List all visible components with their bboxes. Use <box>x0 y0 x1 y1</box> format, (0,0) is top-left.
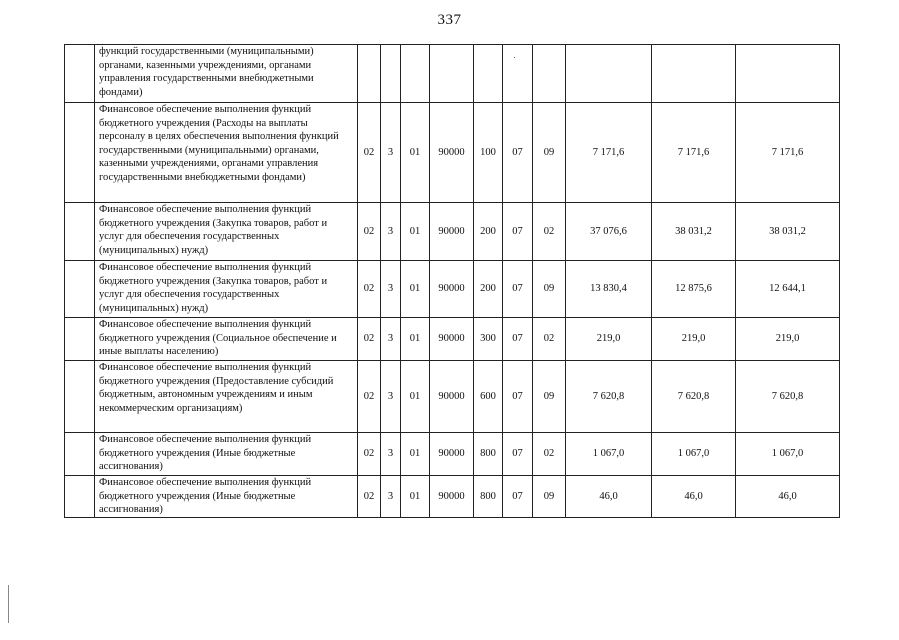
description-cell: Финансовое обеспечение выполнения функций бюджетного учреждения (Расходы на выплаты персоналу в целях обеспечения выполнения функций государственными (муниципальными) органами, казенными учреждениями, органами управления государственными внебюджетными фондами) <box>95 103 358 203</box>
description-cell: Финансовое обеспечение выполнения функций бюджетного учреждения (Предоставление субсидий бюджетным, автономным учреждениям и иным некоммерческим организациям) <box>95 361 358 433</box>
code-cell-program: 02 <box>358 318 381 361</box>
row-number-cell <box>65 318 95 361</box>
code-cell-main-activity: 01 <box>401 318 430 361</box>
amount-cell-year-1: 37 076,6 <box>566 203 652 261</box>
amount-cell-year-3 <box>736 45 840 103</box>
code-cell-program <box>358 45 381 103</box>
amount-cell-year-2: 7 620,8 <box>652 361 736 433</box>
code-cell-subprogram: 3 <box>381 476 401 518</box>
code-cell-expense-type: 800 <box>474 476 503 518</box>
code-cell-section: 07 <box>503 203 533 261</box>
code-cell-subprogram: 3 <box>381 361 401 433</box>
amount-cell-year-2: 46,0 <box>652 476 736 518</box>
code-cell-section: 07 <box>503 103 533 203</box>
amount-cell-year-3: 46,0 <box>736 476 840 518</box>
row-number-cell <box>65 103 95 203</box>
amount-cell-year-3: 12 644,1 <box>736 261 840 318</box>
code-cell-subsection: 09 <box>533 476 566 518</box>
code-cell-subsection: 09 <box>533 103 566 203</box>
code-cell-main-activity: 01 <box>401 361 430 433</box>
scan-edge-mark <box>8 585 9 623</box>
budget-table <box>64 44 840 518</box>
code-cell-subprogram: 3 <box>381 103 401 203</box>
code-cell-expense-type: 200 <box>474 261 503 318</box>
description-cell: Финансовое обеспечение выполнения функций бюджетного учреждения (Иные бюджетные ассигнования) <box>95 433 358 476</box>
amount-cell-year-2 <box>652 45 736 103</box>
amount-cell-year-1: 13 830,4 <box>566 261 652 318</box>
code-cell-subsection: 02 <box>533 203 566 261</box>
table-row <box>65 45 840 103</box>
code-cell-expense-type: 300 <box>474 318 503 361</box>
code-cell-subsection: 02 <box>533 318 566 361</box>
description-cell: Финансовое обеспечение выполнения функций бюджетного учреждения (Закупка товаров, работ и услуг для обеспечения государственных (муниципальных) нужд) <box>95 203 358 261</box>
amount-cell-year-3: 1 067,0 <box>736 433 840 476</box>
code-cell-section: 07 <box>503 261 533 318</box>
code-cell-subprogram: 3 <box>381 261 401 318</box>
code-cell-program: 02 <box>358 476 381 518</box>
amount-cell-year-1: 1 067,0 <box>566 433 652 476</box>
code-cell-section: 07 <box>503 318 533 361</box>
code-cell-direction: 90000 <box>430 361 474 433</box>
code-cell-direction: 90000 <box>430 476 474 518</box>
table-row <box>65 361 840 433</box>
code-cell-expense-type: 800 <box>474 433 503 476</box>
page-number: 337 <box>437 12 462 28</box>
code-cell-expense-type <box>474 45 503 103</box>
code-cell-main-activity: 01 <box>401 433 430 476</box>
code-cell-subsection: 09 <box>533 261 566 318</box>
amount-cell-year-1: 219,0 <box>566 318 652 361</box>
code-cell-subprogram: 3 <box>381 318 401 361</box>
row-number-cell <box>65 361 95 433</box>
amount-cell-year-2: 1 067,0 <box>652 433 736 476</box>
code-cell-section <box>503 45 533 103</box>
description-cell: Финансовое обеспечение выполнения функций бюджетного учреждения (Социальное обеспечение и иные выплаты населению) <box>95 318 358 361</box>
code-cell-main-activity: 01 <box>401 203 430 261</box>
amount-cell-year-3: 7 620,8 <box>736 361 840 433</box>
amount-cell-year-2: 12 875,6 <box>652 261 736 318</box>
code-cell-direction: 90000 <box>430 203 474 261</box>
row-number-cell <box>65 203 95 261</box>
code-cell-subprogram: 3 <box>381 203 401 261</box>
amount-cell-year-2: 38 031,2 <box>652 203 736 261</box>
code-cell-program: 02 <box>358 103 381 203</box>
code-cell-main-activity: 01 <box>401 261 430 318</box>
code-cell-subprogram: 3 <box>381 433 401 476</box>
amount-cell-year-3: 38 031,2 <box>736 203 840 261</box>
table-row <box>65 103 840 203</box>
amount-cell-year-2: 219,0 <box>652 318 736 361</box>
row-number-cell <box>65 476 95 518</box>
code-cell-program: 02 <box>358 203 381 261</box>
amount-cell-year-1 <box>566 45 652 103</box>
code-cell-program: 02 <box>358 361 381 433</box>
code-cell-section: 07 <box>503 476 533 518</box>
table-row <box>65 203 840 261</box>
table-row <box>65 433 840 476</box>
amount-cell-year-1: 46,0 <box>566 476 652 518</box>
amount-cell-year-3: 7 171,6 <box>736 103 840 203</box>
description-cell: функций государственными (муниципальными) органами, казенными учреждениями, органами управления государственными внебюджетными фондами) <box>95 45 358 103</box>
code-cell-direction <box>430 45 474 103</box>
amount-cell-year-1: 7 620,8 <box>566 361 652 433</box>
code-cell-section: 07 <box>503 361 533 433</box>
row-number-cell <box>65 433 95 476</box>
code-cell-main-activity: 01 <box>401 103 430 203</box>
code-cell-direction: 90000 <box>430 103 474 203</box>
amount-cell-year-1: 7 171,6 <box>566 103 652 203</box>
table-row <box>65 261 840 318</box>
amount-cell-year-2: 7 171,6 <box>652 103 736 203</box>
code-cell-subsection: 09 <box>533 361 566 433</box>
code-cell-program: 02 <box>358 261 381 318</box>
code-cell-section: 07 <box>503 433 533 476</box>
code-cell-expense-type: 600 <box>474 361 503 433</box>
code-cell-direction: 90000 <box>430 318 474 361</box>
code-cell-main-activity <box>401 45 430 103</box>
description-cell: Финансовое обеспечение выполнения функций бюджетного учреждения (Иные бюджетные ассигнования) <box>95 476 358 518</box>
amount-cell-year-3: 219,0 <box>736 318 840 361</box>
code-cell-expense-type: 200 <box>474 203 503 261</box>
row-number-cell <box>65 45 95 103</box>
code-cell-subsection <box>533 45 566 103</box>
code-cell-main-activity: 01 <box>401 476 430 518</box>
row-number-cell <box>65 261 95 318</box>
code-cell-direction: 90000 <box>430 433 474 476</box>
table-row <box>65 318 840 361</box>
code-cell-expense-type: 100 <box>474 103 503 203</box>
code-cell-program: 02 <box>358 433 381 476</box>
description-cell: Финансовое обеспечение выполнения функций бюджетного учреждения (Закупка товаров, работ и услуг для обеспечения государственных (муниципальных) нужд) <box>95 261 358 318</box>
table-row <box>65 476 840 518</box>
code-cell-direction: 90000 <box>430 261 474 318</box>
code-cell-subsection: 02 <box>533 433 566 476</box>
code-cell-subprogram <box>381 45 401 103</box>
